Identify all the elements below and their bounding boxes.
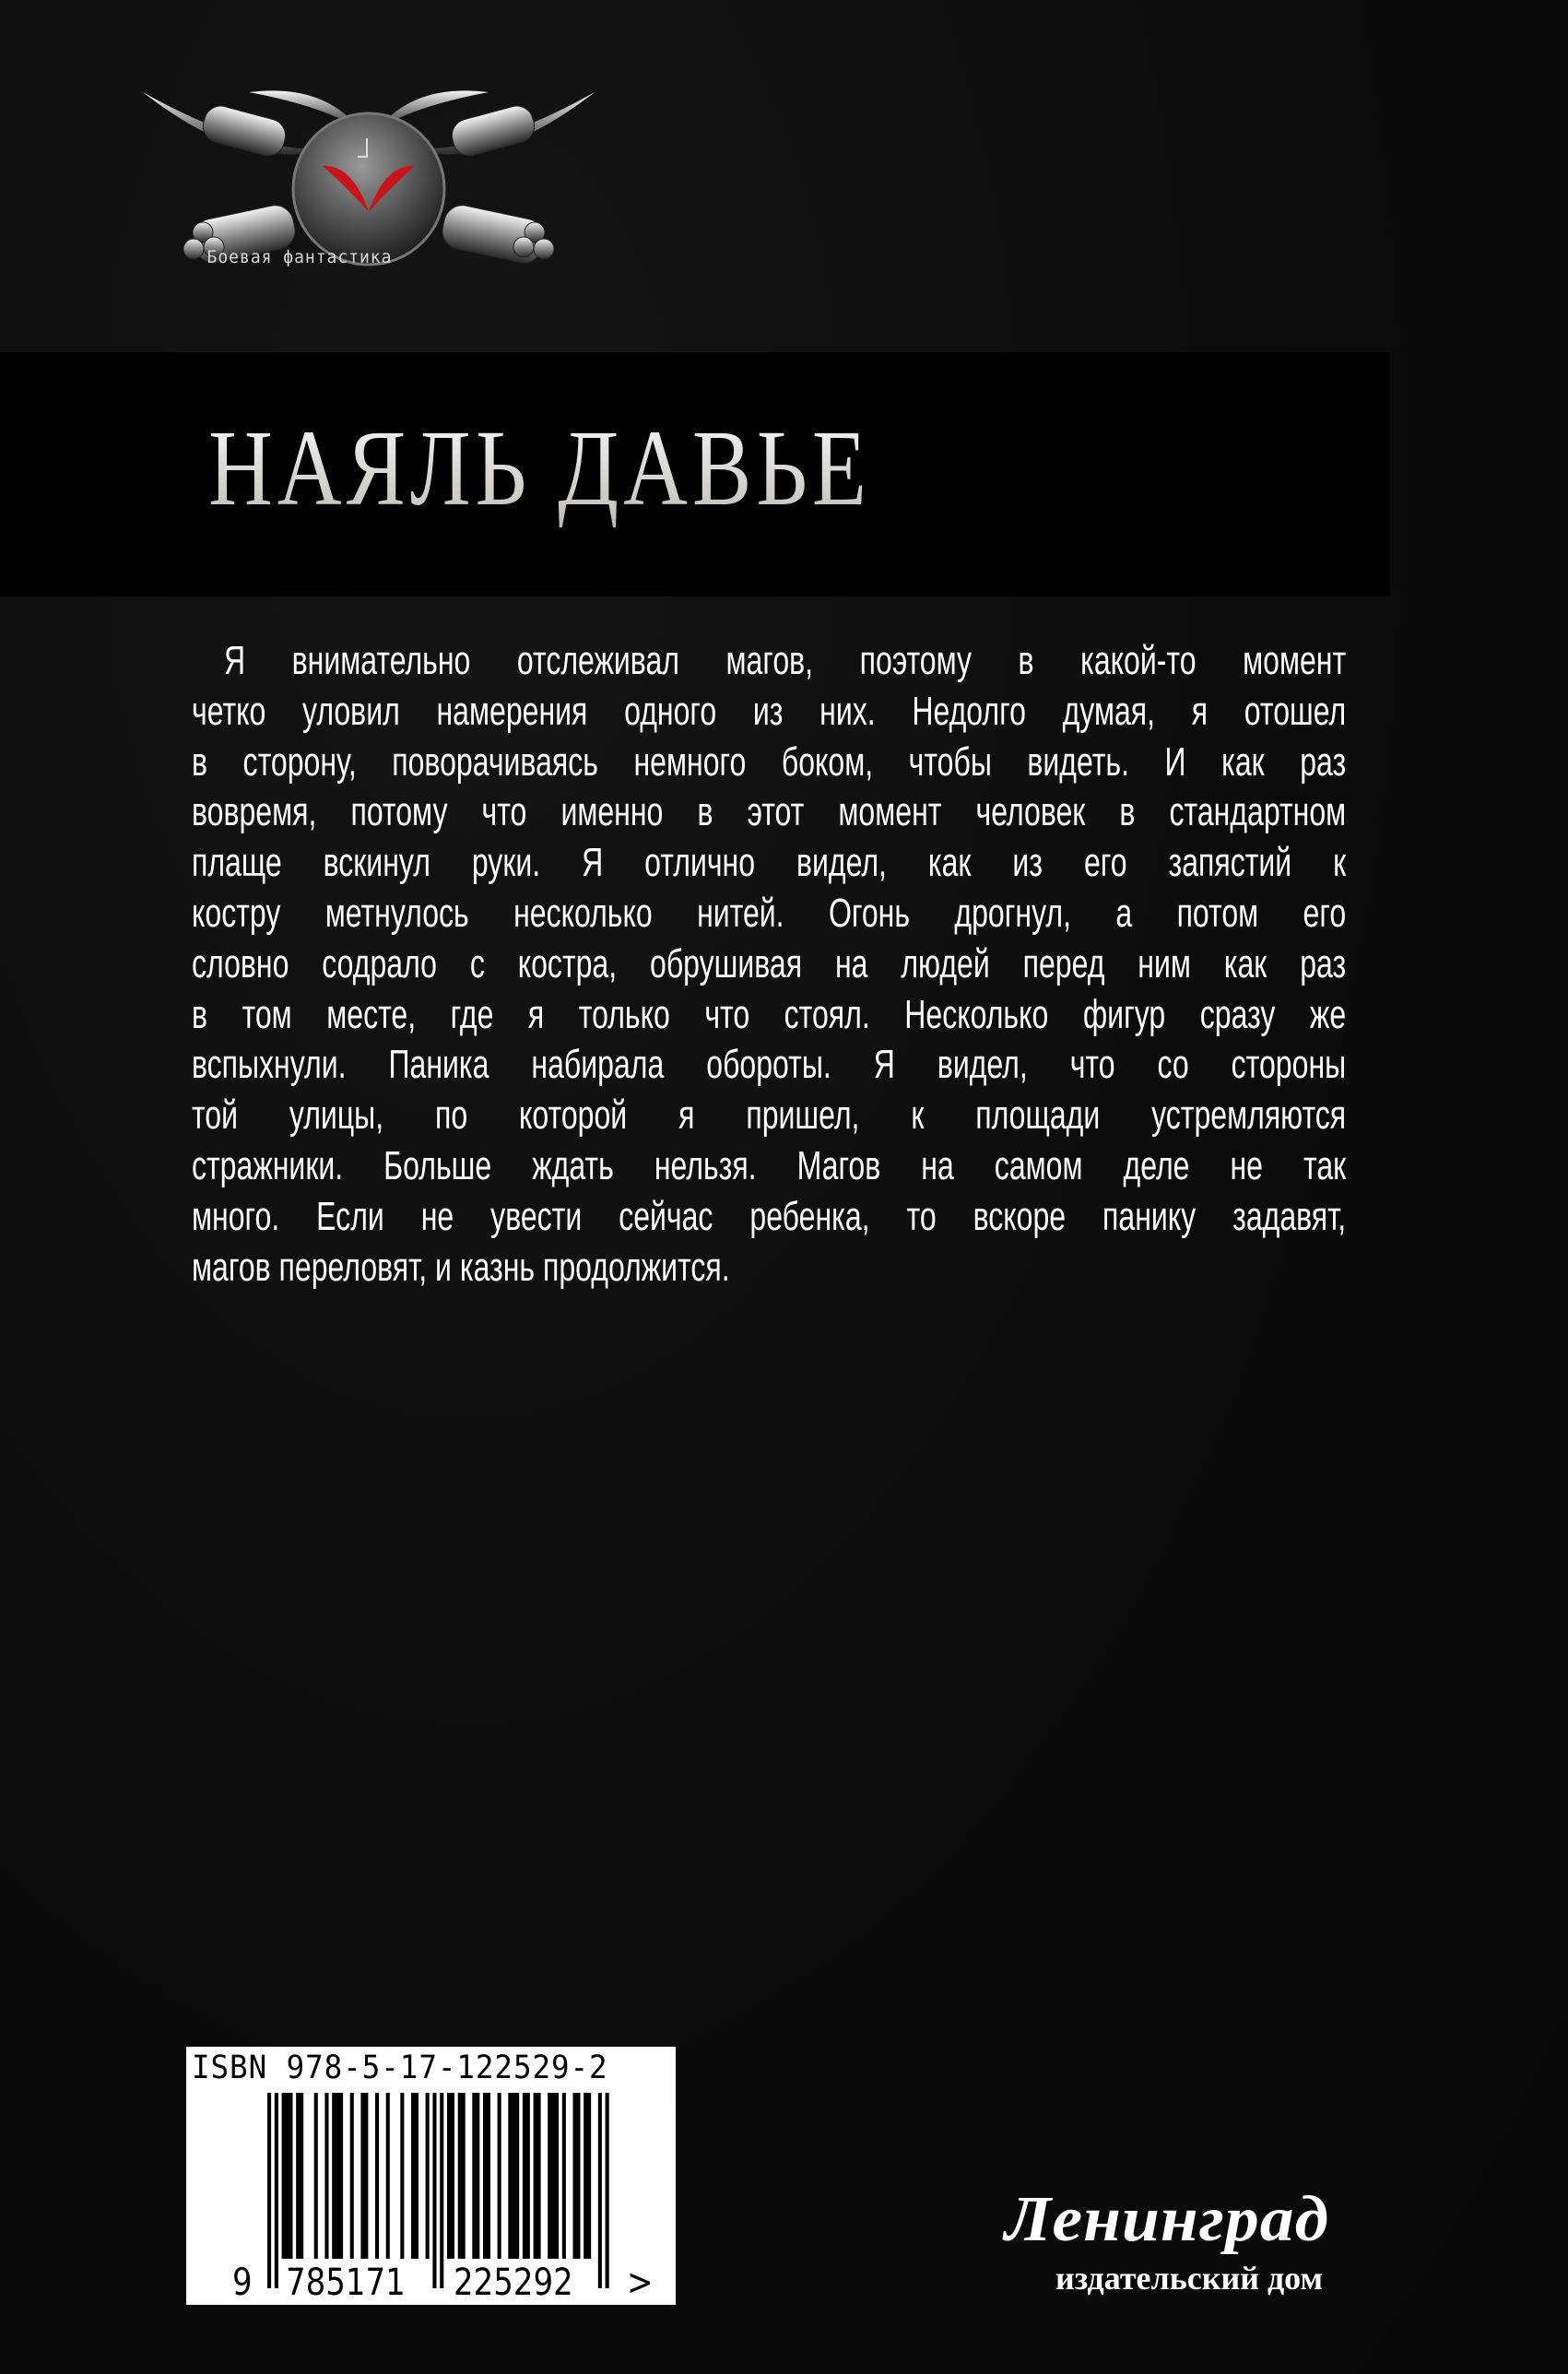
barcode-bar bbox=[296, 2093, 300, 2259]
barcode-bar bbox=[286, 2093, 289, 2259]
barcode-bar bbox=[386, 2093, 390, 2259]
barcode-bar bbox=[508, 2093, 512, 2259]
barcode-bar bbox=[426, 2093, 430, 2259]
barcode-bar bbox=[447, 2093, 451, 2259]
blurb-line: Я внимательно отслеживал магов, поэтому в какой-то момент bbox=[223, 638, 1347, 683]
barcode-bar bbox=[332, 2093, 336, 2259]
barcode-bar bbox=[537, 2093, 541, 2259]
barcode-bar bbox=[487, 2093, 490, 2259]
barcode-bar bbox=[555, 2093, 559, 2259]
barcode-bar bbox=[534, 2093, 537, 2259]
barcode-bar bbox=[339, 2093, 343, 2259]
blurb-line: вспыхнули. Паника набирала обороты. Я видел, что со стороны bbox=[192, 1042, 1347, 1088]
barcode-bar bbox=[275, 2093, 278, 2288]
isbn-barcode bbox=[186, 2047, 676, 2305]
publisher-subtitle: издательский дом bbox=[1055, 2260, 1323, 2297]
barcode-bar bbox=[606, 2093, 609, 2288]
barcode-bar bbox=[562, 2093, 566, 2259]
barcode-bar bbox=[336, 2093, 339, 2259]
barcode-bar bbox=[472, 2093, 476, 2259]
blurb-line: в сторону, поворачиваясь немного боком, чтобы видеть. И как раз bbox=[192, 738, 1347, 785]
blurb-line: магов переловят, и казнь продолжится. bbox=[192, 1244, 730, 1290]
barcode-bar bbox=[432, 2093, 436, 2288]
barcode-bar bbox=[282, 2093, 286, 2259]
barcode-bar bbox=[411, 2093, 415, 2259]
barcode-bar bbox=[584, 2093, 587, 2259]
barcode-bar bbox=[440, 2093, 443, 2288]
barcode-bar bbox=[498, 2093, 501, 2259]
barcode-bar bbox=[400, 2093, 404, 2259]
barcode-bar bbox=[451, 2093, 454, 2259]
blurb-line: вовремя, потому что именно в этот момент человек в стандартном bbox=[192, 789, 1347, 835]
blurb-line: костру метнулось несколько нитей. Огонь дрогнул, а потом его bbox=[192, 890, 1347, 936]
blurb-text bbox=[192, 636, 1346, 1293]
barcode-right-digits: 225292 bbox=[454, 2262, 573, 2304]
barcode-bar bbox=[576, 2093, 580, 2259]
publisher-name: Ленинград bbox=[1005, 2184, 1330, 2255]
barcode-quiet-mark: > bbox=[627, 2262, 654, 2304]
barcode-bar bbox=[598, 2093, 602, 2288]
barcode-bar bbox=[267, 2093, 271, 2288]
barcode-bar bbox=[526, 2093, 530, 2259]
barcode-bar bbox=[300, 2093, 303, 2259]
blurb-line: плаще вскинул руки. Я отлично видел, как из его запястий к bbox=[192, 840, 1347, 886]
barcode-left-digits: 785171 bbox=[286, 2262, 406, 2304]
barcode-bar bbox=[289, 2093, 292, 2259]
barcode-bar bbox=[462, 2093, 466, 2259]
blurb-line: в том месте, где я только что стоял. Несколько фигур сразу же bbox=[192, 991, 1347, 1037]
helmet-icon bbox=[293, 113, 444, 265]
blurb-line: много. Если не увести сейчас ребенка, то вскоре панику задавят, bbox=[192, 1193, 1347, 1239]
isbn-label: ISBN 978-5-17-122529-2 bbox=[192, 2049, 608, 2086]
barcode-bar bbox=[415, 2093, 419, 2259]
blurb-line: словно содрало с костра, обрушивая на людей перед ним как раз bbox=[192, 940, 1347, 986]
barcode-bar bbox=[587, 2093, 591, 2259]
blurb-line: стражники. Больше ждать нельзя. Магов на самом деле не так bbox=[192, 1142, 1347, 1188]
barcode-bar bbox=[523, 2093, 526, 2259]
author-name: НАЯЛЬ ДАВЬЕ bbox=[208, 406, 871, 531]
barcode-bar bbox=[314, 2093, 318, 2259]
barcode-bar bbox=[458, 2093, 462, 2259]
blurb-line: той улицы, по которой я пришел, к площади устремляются bbox=[192, 1093, 1347, 1139]
barcode-bar bbox=[324, 2093, 328, 2259]
barcode-bar bbox=[364, 2093, 368, 2259]
series-logo-text: Боевая фантастика bbox=[206, 247, 393, 267]
blurb-line: четко уловил намерения одного из них. Недолго думая, я отошел bbox=[192, 688, 1347, 734]
barcode-bars bbox=[186, 2047, 676, 2305]
author-banner bbox=[0, 352, 1390, 596]
barcode-bar bbox=[483, 2093, 487, 2259]
barcode-first-digit: 9 bbox=[232, 2262, 253, 2304]
barcode-bar bbox=[573, 2093, 577, 2259]
publisher-logo bbox=[1005, 2183, 1330, 2297]
barcode-bar bbox=[551, 2093, 555, 2259]
barcode-bar bbox=[515, 2093, 519, 2259]
barcode-bar bbox=[375, 2093, 379, 2259]
barcode-bar bbox=[360, 2093, 364, 2259]
barcode-bar bbox=[548, 2093, 551, 2259]
barcode-bar bbox=[512, 2093, 515, 2259]
barcode-bar bbox=[350, 2093, 354, 2259]
barcode-bar bbox=[476, 2093, 479, 2259]
